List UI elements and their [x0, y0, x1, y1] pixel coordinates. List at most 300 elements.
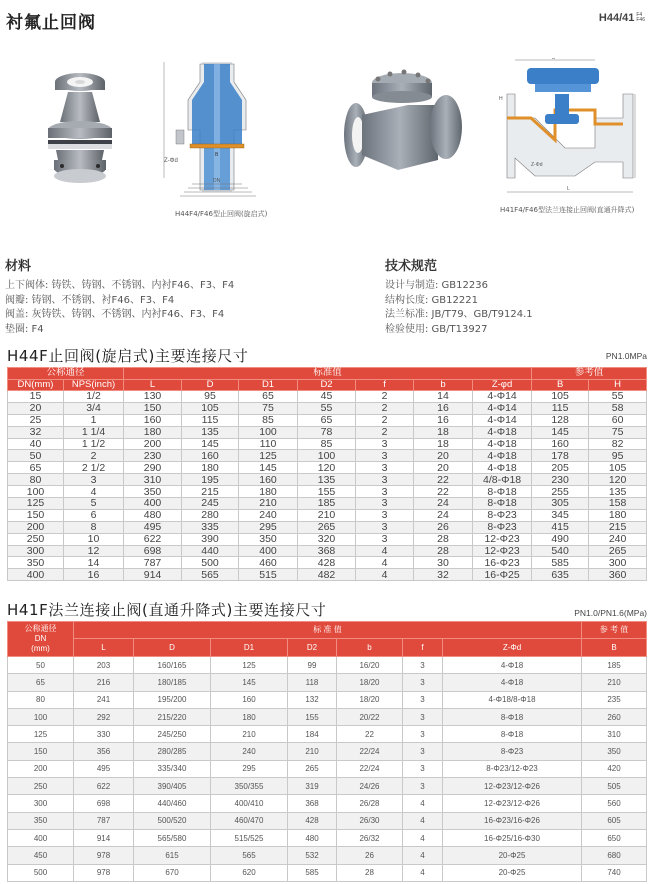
table-cell: 115 — [532, 402, 589, 414]
table-cell: 20 — [414, 450, 473, 462]
table-cell: 55 — [589, 391, 647, 403]
material-line: 垫圈: F4 — [5, 323, 44, 335]
table-cell: 400 — [8, 829, 74, 846]
table-cell: 100 — [298, 450, 356, 462]
table-cell: 635 — [532, 569, 589, 581]
table-cell: 24 — [414, 498, 473, 510]
table-cell: 210 — [582, 674, 647, 691]
table-cell: 3 — [403, 691, 443, 708]
table-cell: 250 — [8, 778, 74, 795]
table-cell: 2 — [356, 391, 414, 403]
table-cell: 155 — [288, 708, 337, 725]
table-cell: 290 — [124, 462, 182, 474]
table-cell: 320 — [298, 533, 356, 545]
table-row — [8, 414, 647, 426]
group-standard-values: 标准值 — [124, 368, 532, 380]
dn-header-line: DN — [34, 634, 47, 643]
table-cell: 125 — [8, 498, 64, 510]
table-cell: 12-Φ23/12-Φ26 — [443, 778, 582, 795]
table-cell: 150 — [124, 402, 182, 414]
table-cell: 8 — [64, 521, 124, 533]
table-cell: 115 — [182, 414, 239, 426]
table-cell: 160 — [182, 450, 239, 462]
table-cell: 65 — [298, 414, 356, 426]
table-cell: 914 — [124, 569, 182, 581]
table-cell: 3 — [356, 462, 414, 474]
table-cell: 356 — [74, 743, 134, 760]
table-cell: 230 — [124, 450, 182, 462]
table-cell: 1 1/4 — [64, 426, 124, 438]
table-cell: 335/340 — [134, 760, 211, 777]
column-header: Z-Φd — [443, 639, 582, 657]
table-cell: 3 — [356, 474, 414, 486]
table-cell: 145 — [239, 462, 298, 474]
table-row — [8, 812, 647, 829]
table-cell: 305 — [532, 498, 589, 510]
table-cell: 3 — [356, 498, 414, 510]
table-cell: 310 — [124, 474, 182, 486]
table-cell: 350 — [239, 533, 298, 545]
table-row — [8, 498, 647, 510]
drawing2-caption: H41F4/F46型法兰连接止回阀(直通升降式) — [500, 206, 635, 214]
table-cell: 482 — [298, 569, 356, 581]
table-cell: 4 — [64, 486, 124, 498]
valve-photo-h44 — [40, 70, 120, 190]
table-cell: 505 — [582, 778, 647, 795]
table-cell: 698 — [74, 795, 134, 812]
table-cell: 14 — [64, 557, 124, 569]
table-cell: 22 — [414, 474, 473, 486]
spec-line: 设计与制造: GB12236 — [385, 280, 488, 291]
table-cell: 8-Φ18 — [473, 486, 532, 498]
table-cell: 265 — [298, 521, 356, 533]
table-cell: 565 — [211, 847, 288, 864]
table-cell: 319 — [288, 778, 337, 795]
model-sub: F46 — [636, 17, 645, 23]
table-cell: 85 — [239, 414, 298, 426]
table-cell: 515 — [239, 569, 298, 581]
table-row — [8, 864, 647, 881]
table-cell: 515/525 — [211, 829, 288, 846]
table-cell: 120 — [589, 474, 647, 486]
table-cell: 215 — [182, 486, 239, 498]
svg-text:Z-Φd: Z-Φd — [164, 158, 178, 164]
table-cell: 82 — [589, 438, 647, 450]
table-cell: 145 — [211, 674, 288, 691]
group-nominal-size-dn — [8, 622, 74, 657]
table-cell: 195 — [182, 474, 239, 486]
table-cell: 2 — [356, 414, 414, 426]
table-cell: 12-Φ23 — [473, 533, 532, 545]
table-cell: 65 — [239, 391, 298, 403]
table-cell: 4-Φ14 — [473, 402, 532, 414]
table-cell: 4-Φ14 — [473, 414, 532, 426]
table-cell: 135 — [182, 426, 239, 438]
table-cell: 150 — [8, 743, 74, 760]
table-cell: 14 — [414, 391, 473, 403]
table-cell: 245/250 — [134, 726, 211, 743]
table-cell: 400 — [239, 545, 298, 557]
group-standard-values: 标 准 值 — [74, 622, 582, 639]
table-cell: 180 — [239, 486, 298, 498]
table-cell: 205 — [532, 462, 589, 474]
column-header: D1 — [211, 639, 288, 657]
table-cell: 490 — [532, 533, 589, 545]
table-cell: 32 — [414, 569, 473, 581]
table-cell: 310 — [582, 726, 647, 743]
table2-title: H41F法兰连接止阀(直通升降式)主要连接尺寸 — [7, 601, 327, 619]
table2-h41f-dimensions — [7, 621, 647, 882]
drawing1-caption: H44F4/F46型止回阀(旋启式) — [175, 210, 268, 218]
table-cell: 565 — [182, 569, 239, 581]
table-row — [8, 426, 647, 438]
table-cell: 390/405 — [134, 778, 211, 795]
table-cell: 500 — [8, 864, 74, 881]
column-header: L — [124, 379, 182, 391]
table-cell: 6 — [64, 509, 124, 521]
table-cell: 105 — [182, 402, 239, 414]
material-line: 阀瓣: 铸钢、不锈钢、衬F46、F3、F4 — [5, 294, 175, 306]
table-cell: 180 — [589, 509, 647, 521]
table-cell: 85 — [298, 438, 356, 450]
table-cell: 300 — [8, 795, 74, 812]
table-cell: 540 — [532, 545, 589, 557]
dn-header-line: 公称通径 — [24, 624, 57, 633]
table-row — [8, 462, 647, 474]
lift-check-valve-icon — [338, 65, 468, 175]
table2-group-header — [8, 622, 647, 639]
table-cell: 20-Φ25 — [443, 864, 582, 881]
table-cell: 650 — [582, 829, 647, 846]
table-cell: 3 — [403, 726, 443, 743]
valve-drawing-h44 — [162, 60, 272, 200]
table-cell: 368 — [288, 795, 337, 812]
table-cell: 3 — [356, 521, 414, 533]
table-cell: 240 — [589, 533, 647, 545]
table-cell: 350 — [124, 486, 182, 498]
column-header: D1 — [239, 379, 298, 391]
table-cell: 45 — [298, 391, 356, 403]
column-header: D2 — [298, 379, 356, 391]
table-cell: 1/2 — [64, 391, 124, 403]
table2-column-header — [8, 639, 647, 657]
column-header: DN(mm) — [8, 379, 64, 391]
table-cell: 118 — [288, 674, 337, 691]
table-cell: 22/24 — [337, 760, 403, 777]
table-cell: 620 — [211, 864, 288, 881]
table-cell: 565/580 — [134, 829, 211, 846]
table-cell: 40 — [8, 438, 64, 450]
table-cell: 300 — [8, 545, 64, 557]
specs-heading: 技术规范 — [385, 259, 438, 274]
table-cell: 12-Φ23 — [473, 545, 532, 557]
table-row — [8, 557, 647, 569]
table-cell: 622 — [124, 533, 182, 545]
table-cell: 215/220 — [134, 708, 211, 725]
table-cell: 4-Φ14 — [473, 391, 532, 403]
valve-drawing-h41 — [495, 58, 645, 198]
table-cell: 4-Φ18 — [443, 674, 582, 691]
table-cell: 160 — [211, 691, 288, 708]
table-cell: 978 — [74, 847, 134, 864]
table-cell: 100 — [239, 426, 298, 438]
table-cell: 460 — [239, 557, 298, 569]
table-row — [8, 569, 647, 581]
column-header: b — [337, 639, 403, 657]
table-cell: 125 — [8, 726, 74, 743]
table-cell: 500 — [182, 557, 239, 569]
table1-group-header — [8, 368, 647, 380]
table-cell: 135 — [589, 486, 647, 498]
table-cell: 400 — [124, 498, 182, 510]
table-cell: 605 — [582, 812, 647, 829]
table-cell: 1 — [64, 414, 124, 426]
table-cell: 200 — [8, 760, 74, 777]
table-cell: 787 — [74, 812, 134, 829]
table-cell: 265 — [589, 545, 647, 557]
table-cell: 5 — [64, 498, 124, 510]
table-cell: 215 — [589, 521, 647, 533]
table-cell: 978 — [74, 864, 134, 881]
table-cell: 3 — [356, 438, 414, 450]
table-cell: 250 — [8, 533, 64, 545]
table-cell: 2 — [356, 402, 414, 414]
table-cell: 26/28 — [337, 795, 403, 812]
table-cell: 4 — [403, 847, 443, 864]
table2-pressure: PN1.0/PN1.6(MPa) — [574, 608, 647, 618]
table-cell: 390 — [182, 533, 239, 545]
materials-section — [5, 255, 234, 337]
table-row — [8, 743, 647, 760]
table-row — [8, 509, 647, 521]
material-line: 上下阀体: 铸铁、铸钢、不锈钢、内衬F46、F3、F4 — [5, 280, 235, 291]
table-cell: 3/4 — [64, 402, 124, 414]
table-cell: 50 — [8, 450, 64, 462]
table-cell: 4-Φ18 — [443, 657, 582, 674]
table-cell: 240 — [211, 743, 288, 760]
column-header: B — [532, 379, 589, 391]
table-row — [8, 708, 647, 725]
table-cell: 185 — [582, 657, 647, 674]
table-row — [8, 760, 647, 777]
table-cell: 128 — [532, 414, 589, 426]
table-cell: 3 — [356, 509, 414, 521]
column-header: Z-φd — [473, 379, 532, 391]
table-cell: 26/32 — [337, 829, 403, 846]
table-cell: 95 — [182, 391, 239, 403]
table-cell: 50 — [8, 657, 74, 674]
table-cell: 255 — [532, 486, 589, 498]
table-cell: 200 — [8, 521, 64, 533]
table-cell: 3 — [403, 674, 443, 691]
table-row — [8, 795, 647, 812]
table-cell: 585 — [532, 557, 589, 569]
table-cell: 22/24 — [337, 743, 403, 760]
table-cell: 240 — [239, 509, 298, 521]
table-cell: 3 — [356, 533, 414, 545]
specs-section — [385, 255, 533, 337]
table-row — [8, 450, 647, 462]
table-cell: 130 — [124, 391, 182, 403]
table-cell: 180 — [211, 708, 288, 725]
table-cell: 350 — [8, 812, 74, 829]
column-header: f — [356, 379, 414, 391]
table-cell: 160 — [532, 438, 589, 450]
table-cell: 300 — [589, 557, 647, 569]
svg-text:L: L — [567, 186, 570, 192]
table-cell: 180 — [182, 462, 239, 474]
table-cell: 265 — [288, 760, 337, 777]
table-cell: 400 — [8, 569, 64, 581]
swing-check-section-icon — [162, 60, 272, 200]
table-cell: 65 — [8, 674, 74, 691]
table-cell: 203 — [74, 657, 134, 674]
column-header: b — [414, 379, 473, 391]
lift-check-section-icon — [495, 58, 645, 198]
table-cell: 330 — [74, 726, 134, 743]
group-reference-values: 参 考 值 — [582, 622, 647, 639]
table-cell: 18 — [414, 438, 473, 450]
table-cell: 350 — [582, 743, 647, 760]
table-cell: 8-Φ23 — [443, 743, 582, 760]
table-cell: 415 — [532, 521, 589, 533]
table-row — [8, 486, 647, 498]
table-cell: 335 — [182, 521, 239, 533]
table-cell: 160/165 — [134, 657, 211, 674]
table-cell: 100 — [8, 486, 64, 498]
table-cell: 3 — [356, 486, 414, 498]
table-cell: 280/285 — [134, 743, 211, 760]
table-row — [8, 829, 647, 846]
table-cell: 615 — [134, 847, 211, 864]
table-cell: 26 — [337, 847, 403, 864]
table-row — [8, 657, 647, 674]
table-cell: 670 — [134, 864, 211, 881]
table-cell: 480 — [288, 829, 337, 846]
table-cell: 16-Φ25/16-Φ30 — [443, 829, 582, 846]
table-cell: 16 — [414, 402, 473, 414]
table-cell: 4/8-Φ18 — [473, 474, 532, 486]
table-cell: 20 — [414, 462, 473, 474]
table-cell: 292 — [74, 708, 134, 725]
table-cell: 25 — [8, 414, 64, 426]
table-cell: 12 — [64, 545, 124, 557]
table-cell: 3 — [403, 778, 443, 795]
svg-text:H: H — [499, 96, 503, 102]
table-cell: 440 — [182, 545, 239, 557]
table-cell: 75 — [589, 426, 647, 438]
table-cell: 55 — [298, 402, 356, 414]
table1-column-header — [8, 379, 647, 391]
table-cell: 495 — [74, 760, 134, 777]
table-cell: 3 — [356, 450, 414, 462]
table-cell: 26/30 — [337, 812, 403, 829]
table-cell: 180 — [124, 426, 182, 438]
table-cell: 24 — [414, 509, 473, 521]
table-cell: 622 — [74, 778, 134, 795]
table-cell: 500/520 — [134, 812, 211, 829]
table-cell: 3 — [403, 708, 443, 725]
table-cell: 178 — [532, 450, 589, 462]
svg-text:DN: DN — [213, 178, 221, 184]
table-cell: 428 — [288, 812, 337, 829]
table-row — [8, 402, 647, 414]
table-cell: 210 — [288, 743, 337, 760]
table-cell: 24/26 — [337, 778, 403, 795]
table-cell: 15 — [8, 391, 64, 403]
materials-heading: 材料 — [5, 259, 32, 274]
table-cell: 4 — [403, 812, 443, 829]
table-cell: 12-Φ23/12-Φ26 — [443, 795, 582, 812]
table-cell: 3 — [64, 474, 124, 486]
table-cell: 460/470 — [211, 812, 288, 829]
table-cell: 440/460 — [134, 795, 211, 812]
table-cell: 184 — [288, 726, 337, 743]
table-cell: 195/200 — [134, 691, 211, 708]
table-cell: 58 — [589, 402, 647, 414]
table-cell: 105 — [589, 462, 647, 474]
table-cell: 3 — [403, 743, 443, 760]
table-cell: 8-Φ23 — [473, 521, 532, 533]
model-prefix: H44/41 — [598, 12, 635, 24]
svg-text:Z-Φd: Z-Φd — [531, 162, 543, 168]
table-cell: 120 — [298, 462, 356, 474]
table-cell: 132 — [288, 691, 337, 708]
table-cell: 368 — [298, 545, 356, 557]
table-row — [8, 438, 647, 450]
table-cell: 78 — [298, 426, 356, 438]
svg-text:B: B — [215, 152, 219, 158]
table-cell: 100 — [8, 708, 74, 725]
table-cell: 160 — [239, 474, 298, 486]
column-header: D — [134, 639, 211, 657]
dn-header-line: (mm) — [31, 644, 50, 653]
column-header: B — [582, 639, 647, 657]
table-cell: 230 — [532, 474, 589, 486]
table-cell: 295 — [239, 521, 298, 533]
spec-line: 检验使用: GB/T13927 — [385, 323, 488, 335]
table-cell: 495 — [124, 521, 182, 533]
table-cell: 680 — [582, 847, 647, 864]
table-cell: 80 — [8, 474, 64, 486]
table-cell: 16-Φ23 — [473, 557, 532, 569]
table-cell: 30 — [414, 557, 473, 569]
table-row — [8, 521, 647, 533]
table-cell: 4 — [356, 545, 414, 557]
table-cell: 4 — [356, 569, 414, 581]
table-cell: 2 — [356, 426, 414, 438]
table-cell: 99 — [288, 657, 337, 674]
table-cell: 155 — [298, 486, 356, 498]
table-cell: 4-Φ18/8-Φ18 — [443, 691, 582, 708]
table-cell: 4-Φ18 — [473, 450, 532, 462]
table-cell: 295 — [211, 760, 288, 777]
table-cell: 135 — [298, 474, 356, 486]
table-row — [8, 674, 647, 691]
table-cell: 16-Φ23/16-Φ26 — [443, 812, 582, 829]
table-cell: 18/20 — [337, 691, 403, 708]
table-cell: 235 — [582, 691, 647, 708]
table-cell: 18 — [414, 426, 473, 438]
table-cell: 4 — [356, 557, 414, 569]
valve-photo-h41 — [338, 65, 468, 175]
table-cell: 10 — [64, 533, 124, 545]
column-header: NPS(inch) — [64, 379, 124, 391]
table-row — [8, 474, 647, 486]
table-cell: 400/410 — [211, 795, 288, 812]
table-cell: 8-Φ18 — [443, 726, 582, 743]
table-cell: 110 — [239, 438, 298, 450]
